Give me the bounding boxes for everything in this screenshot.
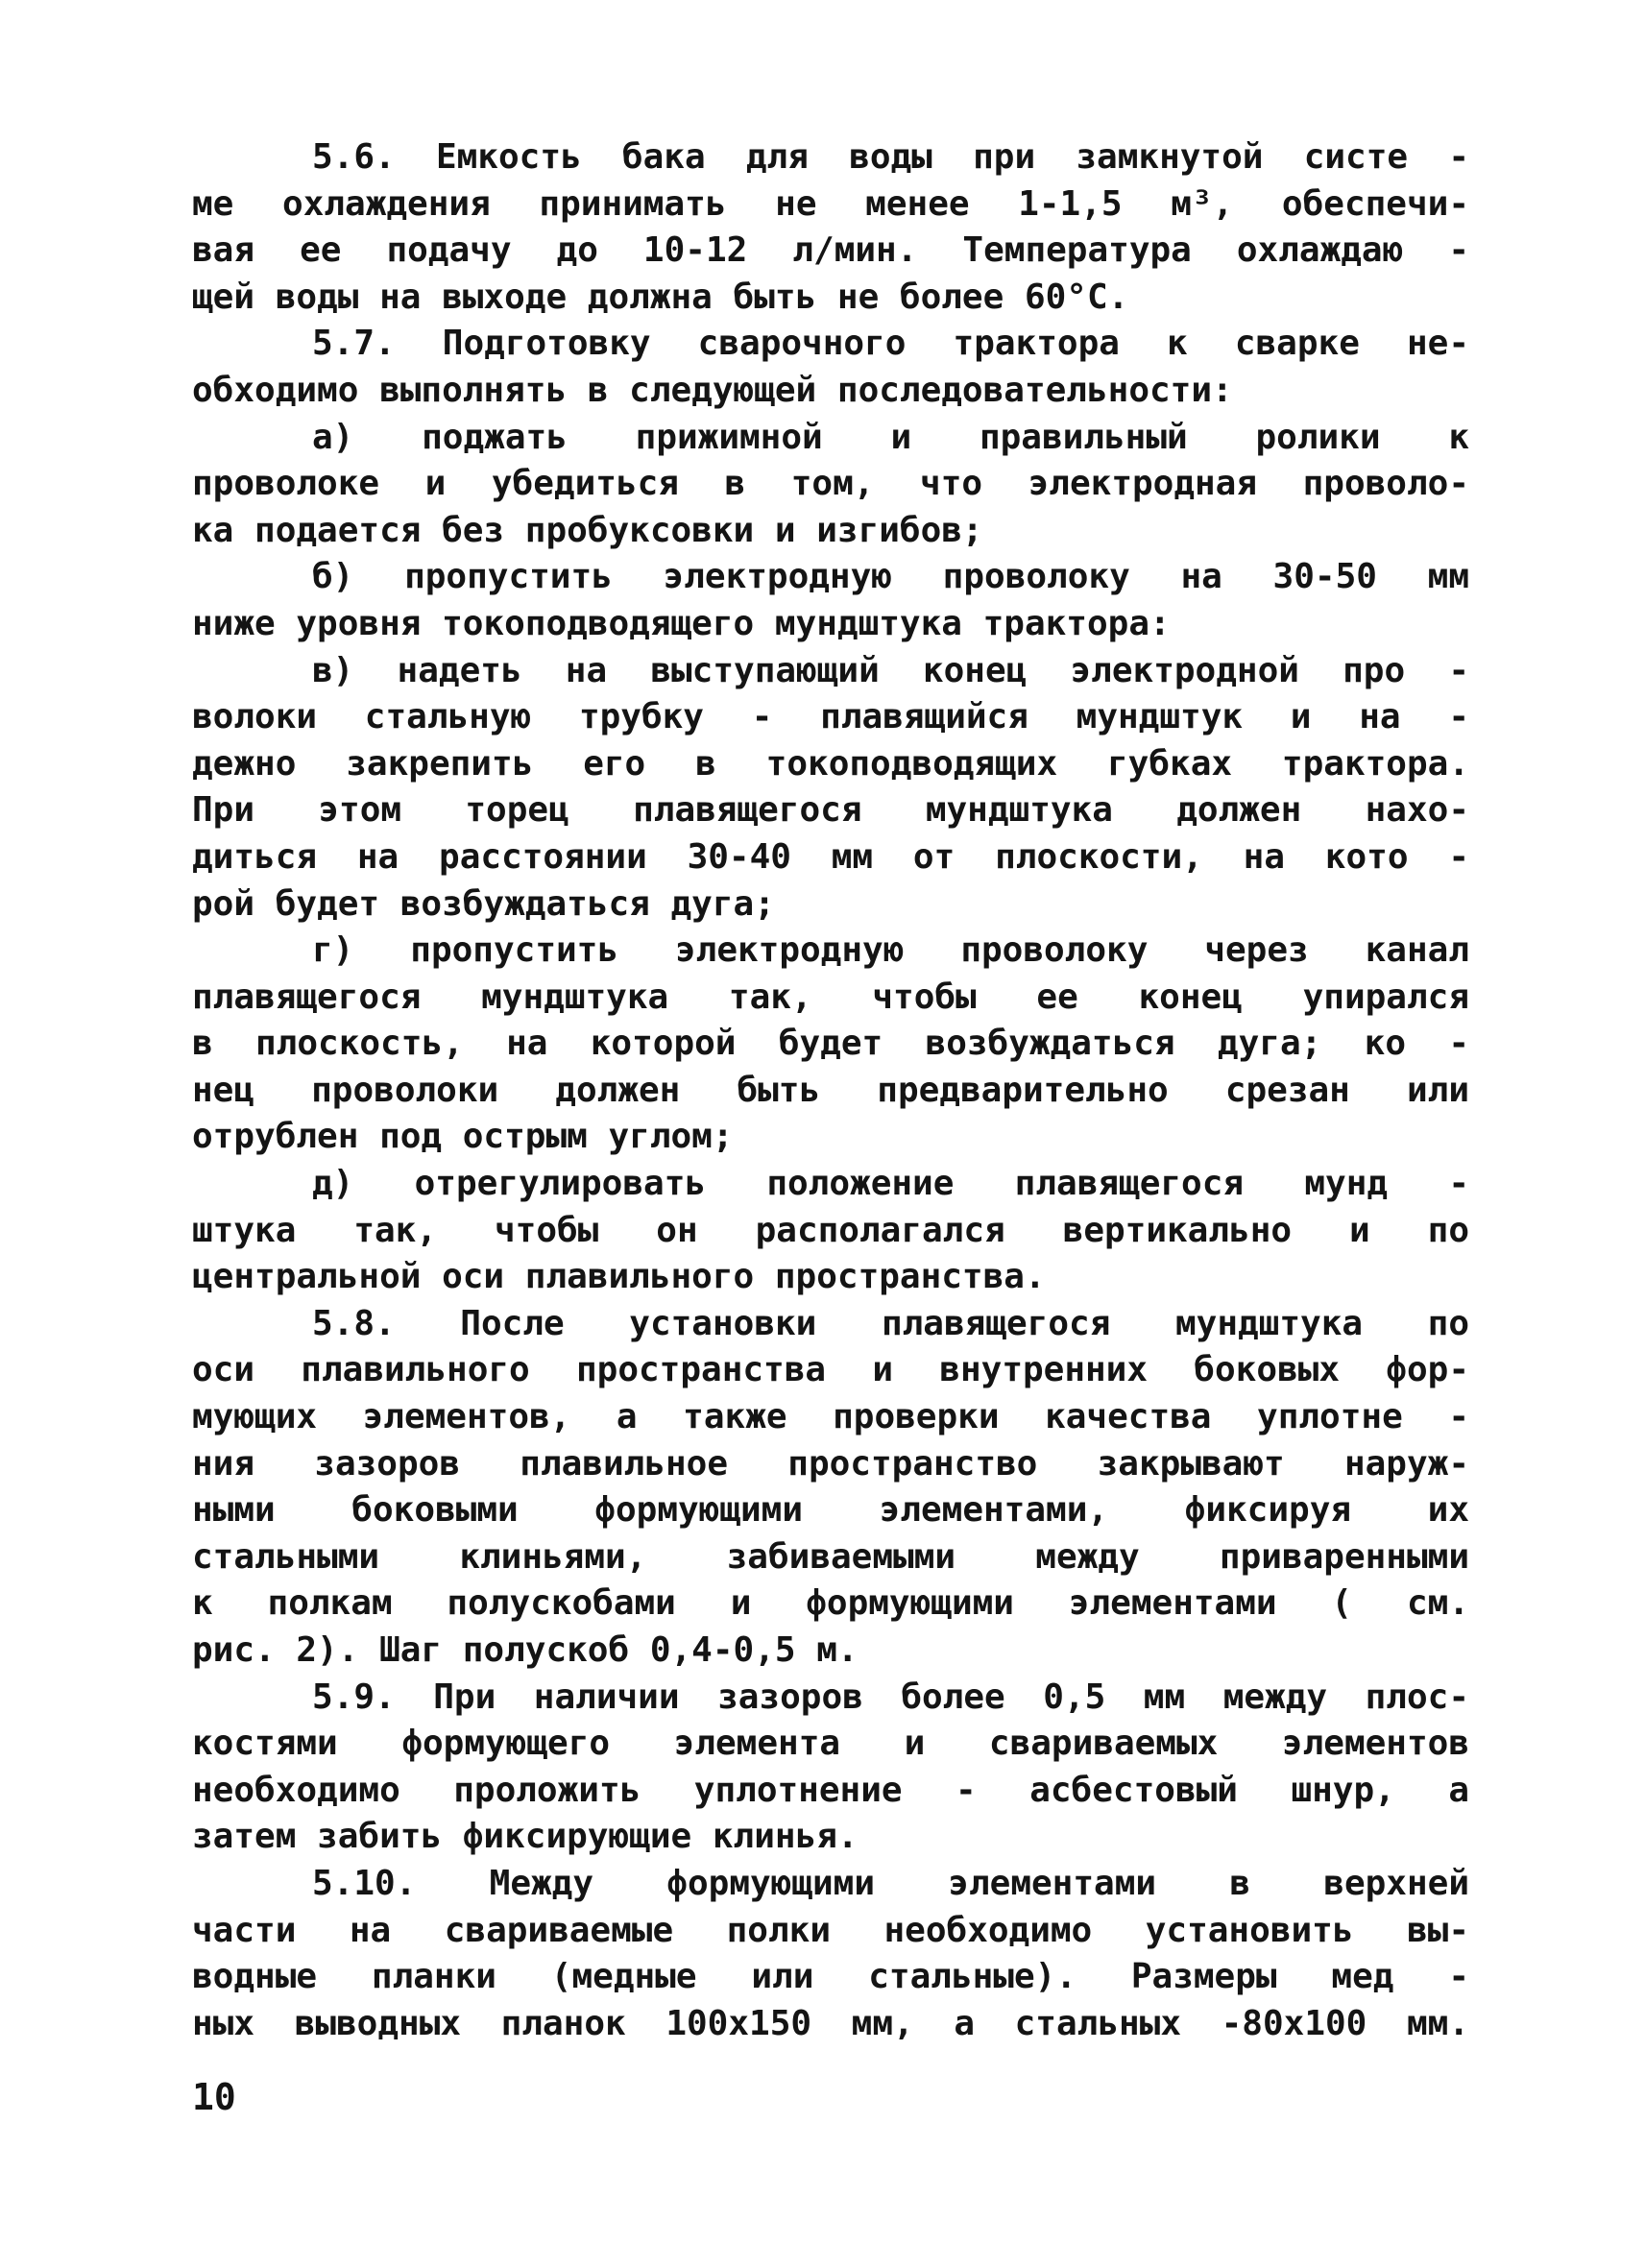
- text-line: центральной оси плавильного пространства.: [192, 1257, 1046, 1297]
- text-line: стальными клиньями, забиваемыми между приваренными: [192, 1536, 1469, 1577]
- text-line: ка подается без пробуксовки и изгибов;: [192, 510, 983, 550]
- text-line: дежно закрепить его в токоподводящих губках трактора.: [192, 743, 1469, 784]
- text-line: а) поджать прижимной и правильный ролики к: [312, 417, 1469, 457]
- text-line: проволоке и убедиться в том, что электродная проволо-: [192, 464, 1469, 504]
- text-line: водные планки (медные или стальные). Размеры мед -: [192, 1957, 1469, 1997]
- text-line: волоки стальную трубку - плавящийся мундштук и на -: [192, 697, 1469, 737]
- text-line: вая ее подачу до 10-12 л/мин. Температура охлаждаю -: [192, 230, 1469, 271]
- text-line: ными боковыми формующими элементами, фиксируя их: [192, 1490, 1469, 1531]
- text-line: части на свариваемые полки необходимо установить вы-: [192, 1910, 1469, 1950]
- page-number: 10: [192, 2076, 236, 2118]
- text-line: 5.6. Емкость бака для воды при замкнутой систе -: [312, 137, 1469, 177]
- text-line: нец проволоки должен быть предварительно срезан или: [192, 1070, 1469, 1110]
- text-line: При этом торец плавящегося мундштука должен нахо-: [192, 790, 1469, 831]
- text-line: ных выводных планок 100х150 мм, а стальных -80х100 мм.: [192, 2003, 1469, 2043]
- body-text: [192, 134, 1469, 2047]
- text-line: обходимо выполнять в следующей последовательности:: [192, 370, 1233, 410]
- text-line: плавящегося мундштука так, чтобы ее конец упирался: [192, 977, 1469, 1017]
- text-line: ниже уровня токоподводящего мундштука трактора:: [192, 603, 1171, 643]
- text-line: мующих элементов, а также проверки качества уплотне -: [192, 1397, 1469, 1437]
- text-line: в плоскость, на которой будет возбуждаться дуга; ко -: [192, 1024, 1469, 1064]
- text-line: д) отрегулировать положение плавящегося мунд -: [312, 1164, 1469, 1204]
- text-line: штука так, чтобы он располагался вертикально и по: [192, 1210, 1469, 1250]
- text-line: щей воды на выходе должна быть не более 60°С.: [192, 277, 1129, 317]
- text-line: 5.7. Подготовку сварочного трактора к сварке не-: [312, 324, 1469, 364]
- text-line: к полкам полускобами и формующими элементами ( см.: [192, 1583, 1469, 1624]
- text-line: 5.10. Между формующими элементами в верхней: [312, 1863, 1469, 1903]
- text-line: диться на расстоянии 30-40 мм от плоскости, на кото -: [192, 836, 1469, 877]
- text-line: затем забить фиксирующие клинья.: [192, 1817, 859, 1857]
- text-line: необходимо проложить уплотнение - асбестовый шнур, а: [192, 1770, 1469, 1810]
- text-line: рой будет возбуждаться дуга;: [192, 883, 775, 924]
- text-line: б) пропустить электродную проволоку на 30-50 мм: [312, 557, 1469, 597]
- text-line: 5.8. После установки плавящегося мундштука по: [312, 1303, 1469, 1343]
- text-line: ния зазоров плавильное пространство закрывают наруж-: [192, 1443, 1469, 1484]
- text-line: оси плавильного пространства и внутренних боковых фор-: [192, 1350, 1469, 1390]
- text-line: рис. 2). Шаг полускоб 0,4-0,5 м.: [192, 1630, 859, 1670]
- text-line: отрублен под острым углом;: [192, 1117, 734, 1157]
- text-line: г) пропустить электродную проволоку через канал: [312, 930, 1469, 971]
- text-line: в) надеть на выступающий конец электродной про -: [312, 650, 1469, 690]
- text-line: костями формующего элемента и свариваемых элементов: [192, 1724, 1469, 1764]
- text-line: 5.9. При наличии зазоров более 0,5 мм между плос-: [312, 1677, 1469, 1717]
- text-line: ме охлаждения принимать не менее 1-1,5 м³, обеспечи-: [192, 183, 1469, 224]
